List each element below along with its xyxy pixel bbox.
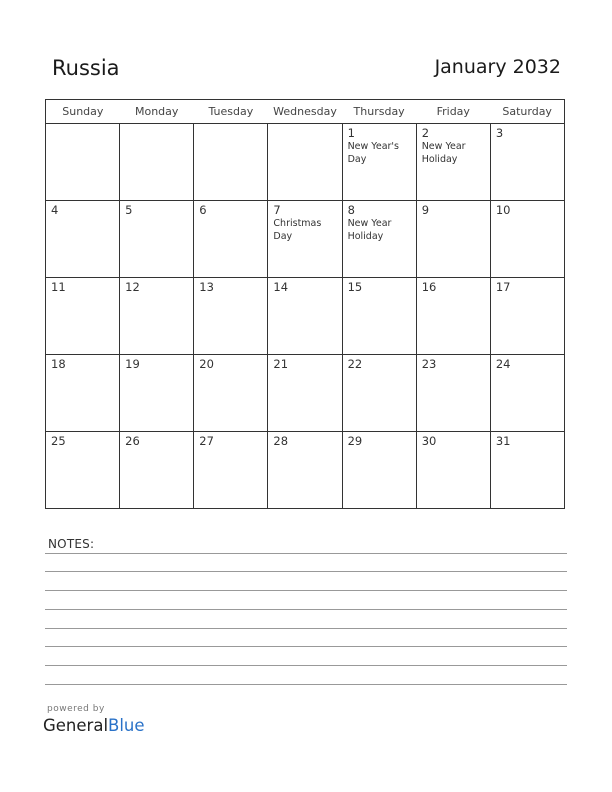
day-number: 17: [495, 280, 511, 294]
day-number: 7: [273, 203, 281, 217]
day-cell: [416, 201, 490, 278]
note-line: [45, 628, 567, 629]
day-cell: [490, 432, 564, 509]
week-row: [46, 201, 565, 278]
day-number: 8: [347, 203, 355, 217]
day-cell: [490, 201, 564, 278]
holiday-label: New Year Holiday: [421, 141, 466, 165]
holiday-label: New Year's Day: [347, 141, 399, 165]
day-number: 14: [273, 280, 289, 294]
day-cell: [342, 124, 416, 201]
calendar-grid: [45, 99, 565, 509]
day-number: 9: [421, 203, 430, 217]
day-number: 11: [51, 280, 66, 294]
day-cell: [46, 278, 120, 355]
day-number: 18: [51, 357, 66, 371]
day-cell: [416, 355, 490, 432]
generalblue-logo[interactable]: [43, 716, 145, 735]
day-number: 22: [347, 357, 363, 371]
day-number: 2: [421, 126, 430, 140]
day-number: 13: [199, 280, 214, 294]
day-cell: [46, 124, 120, 201]
day-cell: [120, 124, 194, 201]
month-year-title: January 2032: [434, 56, 561, 78]
day-cell: [120, 201, 194, 278]
day-cell: [120, 432, 194, 509]
day-cell: [268, 355, 342, 432]
day-number: 6: [199, 203, 207, 217]
holiday-label: Christmas Day: [273, 218, 322, 242]
day-number: 27: [199, 434, 214, 448]
day-cell: [416, 124, 490, 201]
holiday-label: New Year Holiday: [347, 218, 392, 242]
day-cell: [194, 201, 268, 278]
note-line: [45, 590, 567, 591]
notes-label: NOTES:: [48, 537, 95, 551]
day-number: 24: [495, 357, 511, 371]
day-number: 3: [495, 126, 504, 140]
brand-general: General: [43, 716, 109, 735]
week-row: [46, 278, 565, 355]
weekday-sunday: Sunday: [46, 100, 120, 124]
day-number: 15: [347, 280, 363, 294]
note-line: [45, 553, 567, 554]
day-cell: [194, 278, 268, 355]
week-row: [46, 432, 565, 509]
note-line: [45, 684, 567, 685]
day-number: 23: [421, 357, 437, 371]
day-cell: [490, 355, 564, 432]
weekday-friday: Friday: [416, 100, 490, 124]
weekday-saturday: Saturday: [490, 100, 564, 124]
weekday-tuesday: Tuesday: [194, 100, 268, 124]
day-cell: [120, 355, 194, 432]
day-cell: [194, 124, 268, 201]
day-number: 16: [421, 280, 437, 294]
day-cell: [46, 432, 120, 509]
day-number: 21: [273, 357, 289, 371]
day-cell: [416, 432, 490, 509]
day-number: 5: [125, 203, 133, 217]
day-cell: [342, 278, 416, 355]
day-cell: [268, 201, 342, 278]
day-number: 1: [347, 126, 355, 140]
day-cell: [342, 201, 416, 278]
day-number: 12: [125, 280, 140, 294]
day-cell: [268, 278, 342, 355]
day-cell: [342, 432, 416, 509]
day-number: 29: [347, 434, 363, 448]
brand-blue: Blue: [108, 716, 145, 735]
day-cell: [46, 201, 120, 278]
day-number: 31: [495, 434, 511, 448]
day-cell: [120, 278, 194, 355]
note-line: [45, 665, 567, 666]
day-cell: [46, 355, 120, 432]
day-number: 28: [273, 434, 289, 448]
weekday-monday: Monday: [120, 100, 194, 124]
weekday-wednesday: Wednesday: [268, 100, 342, 124]
day-cell: [194, 432, 268, 509]
day-cell: [268, 124, 342, 201]
day-number: 10: [495, 203, 511, 217]
day-cell: [342, 355, 416, 432]
day-number: 19: [125, 357, 140, 371]
day-cell: [490, 278, 564, 355]
weekday-header-row: [46, 100, 565, 124]
week-row: [46, 124, 565, 201]
day-cell: [490, 124, 564, 201]
week-row: [46, 355, 565, 432]
weekday-thursday: Thursday: [342, 100, 416, 124]
day-number: 4: [51, 203, 59, 217]
country-title: Russia: [52, 56, 120, 80]
day-cell: [416, 278, 490, 355]
day-cell: [194, 355, 268, 432]
note-line: [45, 646, 567, 647]
day-number: 30: [421, 434, 437, 448]
day-number: 20: [199, 357, 214, 371]
day-cell: [268, 432, 342, 509]
note-line: [45, 609, 567, 610]
day-number: 26: [125, 434, 140, 448]
day-number: 25: [51, 434, 66, 448]
powered-by-text: powered by: [47, 704, 105, 714]
note-line: [45, 571, 567, 572]
